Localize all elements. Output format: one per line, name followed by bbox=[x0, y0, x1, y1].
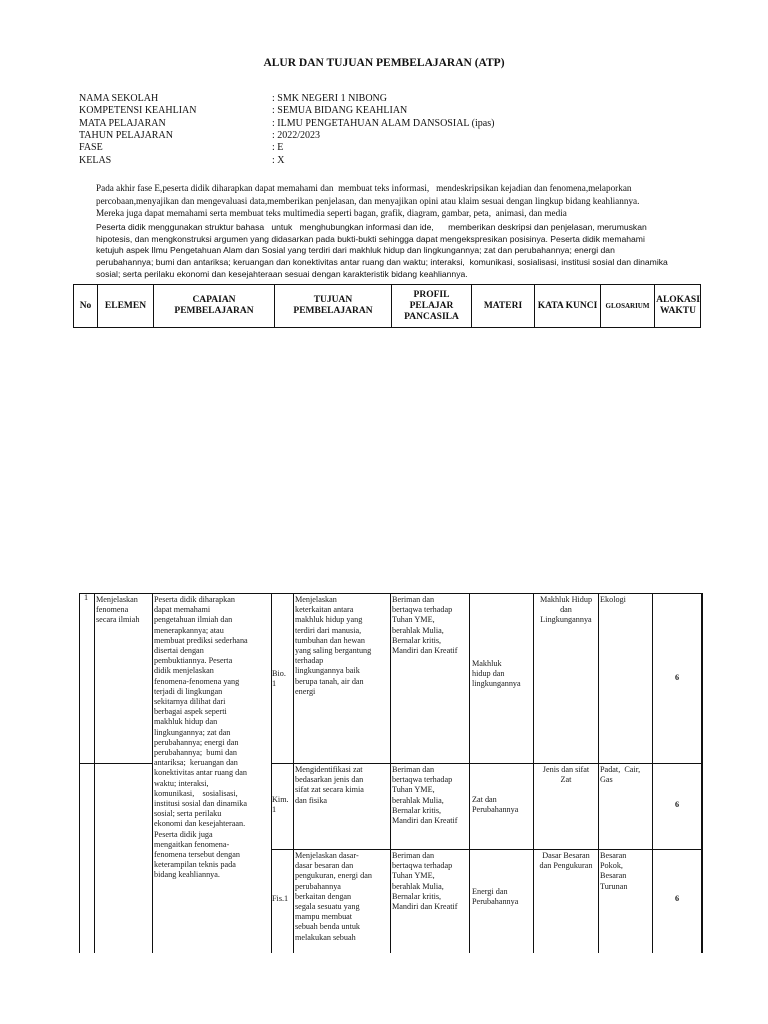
header-tujuan bbox=[275, 285, 391, 327]
capaian-line: fenomena-fenomena yang bbox=[154, 676, 240, 686]
tujuan-cell-line: berkaitan dengan bbox=[295, 891, 352, 901]
profil-cell-line: bertaqwa terhadap bbox=[392, 605, 453, 615]
kode-cell bbox=[272, 894, 292, 904]
materi-cell-line: Energi dan bbox=[472, 887, 508, 896]
elemen-line: fenomena bbox=[96, 605, 129, 615]
capaian-line: institusi sosial dan dinamika bbox=[154, 799, 248, 809]
paragraph-line: ketujuh aspek Ilmu Pengetahuan Alam dan Sosial yang terdiri dari makhluk hidup dan lingkungannya; zat dan perubahannya; energi dan bbox=[96, 245, 615, 256]
paragraph-line: hipotesis, dan mengkonstruksi argumen yang didasarkan pada bukti-bukti sehingga dapat mengekspresikan posisinya. Peserta didik memahami bbox=[96, 233, 645, 244]
paragraph-line: Pada akhir fase E,peserta didik diharapkan dapat memahami dan membuat teks informasi, mendeskripsikan kejadian dan fenomena,melaporkan bbox=[96, 183, 632, 193]
capaian-line: disertai dengan bbox=[154, 646, 204, 656]
tujuan-cell-line: Menjelaskan bbox=[295, 595, 337, 604]
capaian-line: makhluk hidup dan bbox=[154, 717, 218, 727]
capaian-line: perubahannya; bumi dan bbox=[154, 748, 237, 758]
tujuan-cell-line: perubahannya bbox=[295, 881, 341, 891]
materi-cell-line: Zat dan bbox=[472, 795, 497, 804]
info-label: KOMPETENSI KEAHLIAN bbox=[79, 105, 197, 117]
info-value: : ILMU PENGETAHUAN ALAM DANSOSIAL (ipas) bbox=[272, 117, 495, 129]
elemen-cell bbox=[96, 595, 154, 626]
header-line: PROFIL bbox=[413, 289, 450, 300]
tujuan-cell-line: energi bbox=[295, 686, 316, 696]
profil-cell-line: Bernalar kritis, bbox=[392, 635, 442, 645]
profil-cell-line: Tuhan YME, bbox=[392, 785, 435, 795]
header-line: TUJUAN bbox=[313, 295, 353, 305]
capaian-line: sekitarnya dilihat dari bbox=[154, 697, 226, 707]
capaian-line: Peserta didik juga bbox=[154, 829, 213, 839]
tujuan-cell-line: berupa tanah, air dan bbox=[295, 676, 364, 686]
capaian-line: pengetahuan ilmiah dan bbox=[154, 615, 233, 625]
tujuan-cell bbox=[295, 595, 391, 697]
info-value: : SEMUA BIDANG KEAHLIAN bbox=[272, 105, 408, 117]
header-profil bbox=[392, 285, 471, 327]
info-value: : E bbox=[272, 142, 284, 154]
tujuan-cell-line: yang saling bergantung bbox=[295, 646, 372, 656]
profil-cell-line: berahlak Mulia, bbox=[392, 795, 444, 805]
kata-kunci-cell-line: Makhluk Hidup bbox=[539, 595, 593, 604]
capaian-line: terjadi di lingkungan bbox=[154, 686, 223, 696]
paragraph-line: percobaan,menyajikan dan mengevaluasi data,memberikan penjelasan, dan menyajikan opini atau klaim sesuai dengan lingkup bidang keahliannya. bbox=[96, 195, 640, 206]
header-line: ALOKASI bbox=[656, 295, 700, 305]
profil-cell-line: Bernalar kritis, bbox=[392, 805, 442, 815]
materi-cell-line: lingkungannya bbox=[472, 679, 521, 689]
tujuan-cell-line: mampu membuat bbox=[295, 912, 353, 922]
glosarium-cell-line: Padat, Cair, bbox=[600, 765, 641, 774]
header-line: PEMBELAJARAN bbox=[174, 306, 254, 316]
glosarium-cell-line: Gas bbox=[600, 775, 613, 785]
alokasi-cell: 6 bbox=[674, 673, 680, 682]
glosarium-cell-line: Pokok, bbox=[600, 861, 623, 871]
glosarium-cell bbox=[600, 595, 652, 605]
elemen-line: Menjelaskan bbox=[96, 595, 138, 604]
kode-cell bbox=[272, 795, 292, 815]
kata-kunci-cell-line: Lingkungannya bbox=[540, 615, 592, 625]
capaian-line: membuat prediksi sederhana bbox=[154, 635, 248, 645]
header-line: PANCASILA bbox=[404, 311, 459, 322]
header-line: PELAJAR bbox=[409, 300, 454, 311]
kode-cell-line: 1 bbox=[272, 805, 277, 815]
capaian-line: konektivitas antar ruang dan bbox=[154, 768, 247, 778]
info-label: MATA PELAJARAN bbox=[79, 117, 166, 129]
tujuan-cell-line: tumbuhan dan hewan bbox=[295, 635, 366, 645]
materi-cell bbox=[472, 795, 534, 815]
tujuan-cell-line: sifat zat secara kimia bbox=[295, 785, 364, 795]
tujuan-cell-line: pengukuran, energi dan bbox=[295, 871, 372, 881]
glosarium-cell bbox=[600, 851, 652, 892]
document-title: ALUR DAN TUJUAN PEMBELAJARAN (ATP) bbox=[263, 57, 505, 69]
header-capaian bbox=[154, 285, 274, 327]
capaian-cell bbox=[154, 595, 272, 881]
atp-table-body bbox=[79, 593, 703, 953]
header-no: No bbox=[79, 300, 92, 311]
header-materi: MATERI bbox=[483, 300, 523, 311]
info-label: FASE bbox=[79, 142, 103, 154]
header-line: PEMBELAJARAN bbox=[293, 306, 373, 316]
info-value: : X bbox=[272, 154, 285, 166]
tujuan-cell-line: melakukan sebuah bbox=[295, 932, 356, 942]
paragraph-line: Mereka juga dapat memahami serta membuat teks multimedia seperti bagan, grafik, diagram, gambar, peta, animasi, dan media bbox=[96, 208, 567, 219]
profil-cell-line: bertaqwa terhadap bbox=[392, 861, 453, 871]
info-label: NAMA SEKOLAH bbox=[79, 93, 159, 104]
alokasi-cell: 6 bbox=[674, 800, 680, 809]
glosarium-cell-line: Besaran bbox=[600, 871, 627, 881]
tujuan-cell-line: segala sesuatu yang bbox=[295, 902, 360, 912]
materi-cell-line: Perubahannya bbox=[472, 897, 519, 907]
materi-cell bbox=[472, 659, 534, 690]
kata-kunci-cell-line: Dasar Besaran bbox=[542, 851, 590, 860]
materi-cell-line: Perubahannya bbox=[472, 805, 519, 815]
materi-cell-line: Makhluk bbox=[472, 659, 502, 668]
kata-kunci-cell bbox=[535, 851, 597, 871]
kata-kunci-cell bbox=[535, 765, 597, 785]
table-header bbox=[73, 284, 701, 328]
info-label: KELAS bbox=[79, 154, 112, 166]
tujuan-cell-line: terdiri dari manusia, bbox=[295, 625, 362, 635]
capaian-line: waktu; interaksi, bbox=[154, 778, 209, 788]
materi-cell bbox=[472, 887, 534, 907]
tujuan-cell-line: dasar besaran dan bbox=[295, 861, 354, 871]
capaian-line: didik menjelaskan bbox=[154, 666, 214, 676]
capaian-line: perubahannya; energi dan bbox=[154, 737, 239, 747]
profil-cell-line: Beriman dan bbox=[392, 765, 435, 774]
elemen-line: secara ilmiah bbox=[96, 615, 140, 625]
profil-cell-line: bertaqwa terhadap bbox=[392, 775, 453, 785]
tujuan-cell bbox=[295, 765, 391, 806]
alokasi-cell: 6 bbox=[674, 894, 680, 903]
profil-cell-line: Tuhan YME, bbox=[392, 871, 435, 881]
header-line: CAPAIAN bbox=[192, 295, 236, 305]
paragraph-line: Peserta didik menggunakan struktur bahasa untuk menghubungkan informasi dan ide, memberikan deskripsi dan penjelasan, merumuskan bbox=[96, 222, 647, 232]
tujuan-cell-line: lingkungannya baik bbox=[295, 666, 360, 676]
profil-cell-line: Bernalar kritis, bbox=[392, 891, 442, 901]
paragraph-capaian-2 bbox=[96, 222, 716, 281]
header-alokasi bbox=[655, 285, 701, 327]
capaian-line: komunikasi, sosialisasi, bbox=[154, 788, 238, 798]
info-value: : 2022/2023 bbox=[272, 129, 321, 141]
capaian-line: lingkungannya; zat dan bbox=[154, 727, 231, 737]
kata-kunci-cell-line: Jenis dan sifat bbox=[542, 765, 590, 774]
row-number: 1 bbox=[84, 593, 89, 602]
kode-cell bbox=[272, 669, 292, 689]
kata-kunci-cell-line: dan Pengukuran bbox=[539, 861, 593, 871]
kata-kunci-cell bbox=[535, 595, 597, 626]
tujuan-cell-line: Mengidentifikasi zat bbox=[295, 765, 363, 774]
capaian-line: berbagai aspek seperti bbox=[154, 707, 227, 717]
glosarium-cell-line: Ekologi bbox=[600, 595, 626, 604]
glosarium-cell-line: Turunan bbox=[600, 881, 628, 891]
glosarium-cell bbox=[600, 765, 652, 785]
capaian-line: bidang keahliannya. bbox=[154, 870, 220, 880]
kode-cell-line: Kim. bbox=[272, 795, 289, 804]
tujuan-cell-line: terhadap bbox=[295, 656, 324, 666]
tujuan-cell-line: dan fisika bbox=[295, 795, 328, 805]
profil-cell-line: Mandiri dan Kreatif bbox=[392, 902, 458, 912]
header-kata-kunci: KATA KUNCI bbox=[537, 300, 598, 311]
profil-cell-line: berahlak Mulia, bbox=[392, 881, 444, 891]
paragraph-line: sosial; serta perilaku ekonomi dan kesejahteraan sesuai dengan karakteristik bidang keahliannya. bbox=[96, 268, 468, 279]
kata-kunci-cell-line: Zat bbox=[560, 775, 572, 785]
profil-cell-line: Beriman dan bbox=[392, 595, 435, 604]
header-elemen: ELEMEN bbox=[104, 300, 147, 311]
tujuan-cell-line: sebuah benda untuk bbox=[295, 922, 361, 932]
materi-cell-line: hidup dan bbox=[472, 669, 505, 679]
capaian-line: pembuktiannya. Peserta bbox=[154, 656, 233, 666]
kode-cell-line: 1 bbox=[272, 679, 277, 689]
kode-cell-line: Fis.1 bbox=[272, 894, 289, 903]
profil-cell bbox=[392, 595, 472, 656]
capaian-line: dapat memahami bbox=[154, 605, 211, 615]
header-glosarium: GLOSARIUM bbox=[605, 301, 650, 310]
profil-cell-line: Beriman dan bbox=[392, 851, 435, 860]
paragraph-line: perubahannya; bumi dan antariksa; keruangan dan konektivitas antar ruang dan waktu; interaksi, komunikasi, sosialisasi, institusi sosial dan dinamika bbox=[96, 257, 668, 268]
kata-kunci-cell-line: dan bbox=[560, 605, 572, 615]
tujuan-cell bbox=[295, 851, 391, 943]
kode-cell-line: Bio. bbox=[272, 669, 286, 678]
paragraph-capaian-1 bbox=[96, 182, 716, 220]
profil-cell bbox=[392, 851, 472, 912]
capaian-line: menerapkannya; atau bbox=[154, 625, 224, 635]
profil-cell bbox=[392, 765, 472, 826]
info-label: TAHUN PELAJARAN bbox=[79, 129, 173, 141]
info-value: : SMK NEGERI 1 NIBONG bbox=[272, 93, 387, 104]
capaian-line: antariksa; keruangan dan bbox=[154, 758, 238, 768]
profil-cell-line: berahlak Mulia, bbox=[392, 625, 444, 635]
capaian-line: keterampilan teknis pada bbox=[154, 860, 236, 870]
header-line: WAKTU bbox=[660, 306, 696, 316]
profil-cell-line: Mandiri dan Kreatif bbox=[392, 646, 458, 656]
capaian-line: mengaitkan fenomena- bbox=[154, 839, 230, 849]
capaian-line: sosial; serta perilaku bbox=[154, 809, 222, 819]
glosarium-cell-line: Besaran bbox=[600, 851, 627, 860]
profil-cell-line: Mandiri dan Kreatif bbox=[392, 816, 458, 826]
tujuan-cell-line: keterkaitan antara bbox=[295, 605, 354, 615]
capaian-line: ekonomi dan kesejahteraan. bbox=[154, 819, 246, 829]
capaian-line: fenomena tersebut dengan bbox=[154, 850, 240, 860]
tujuan-cell-line: makhluk hidup yang bbox=[295, 615, 363, 625]
capaian-line: Peserta didik diharapkan bbox=[154, 595, 235, 604]
profil-cell-line: Tuhan YME, bbox=[392, 615, 435, 625]
tujuan-cell-line: bedasarkan jenis dan bbox=[295, 775, 364, 785]
tujuan-cell-line: Menjelaskan dasar- bbox=[295, 851, 359, 860]
